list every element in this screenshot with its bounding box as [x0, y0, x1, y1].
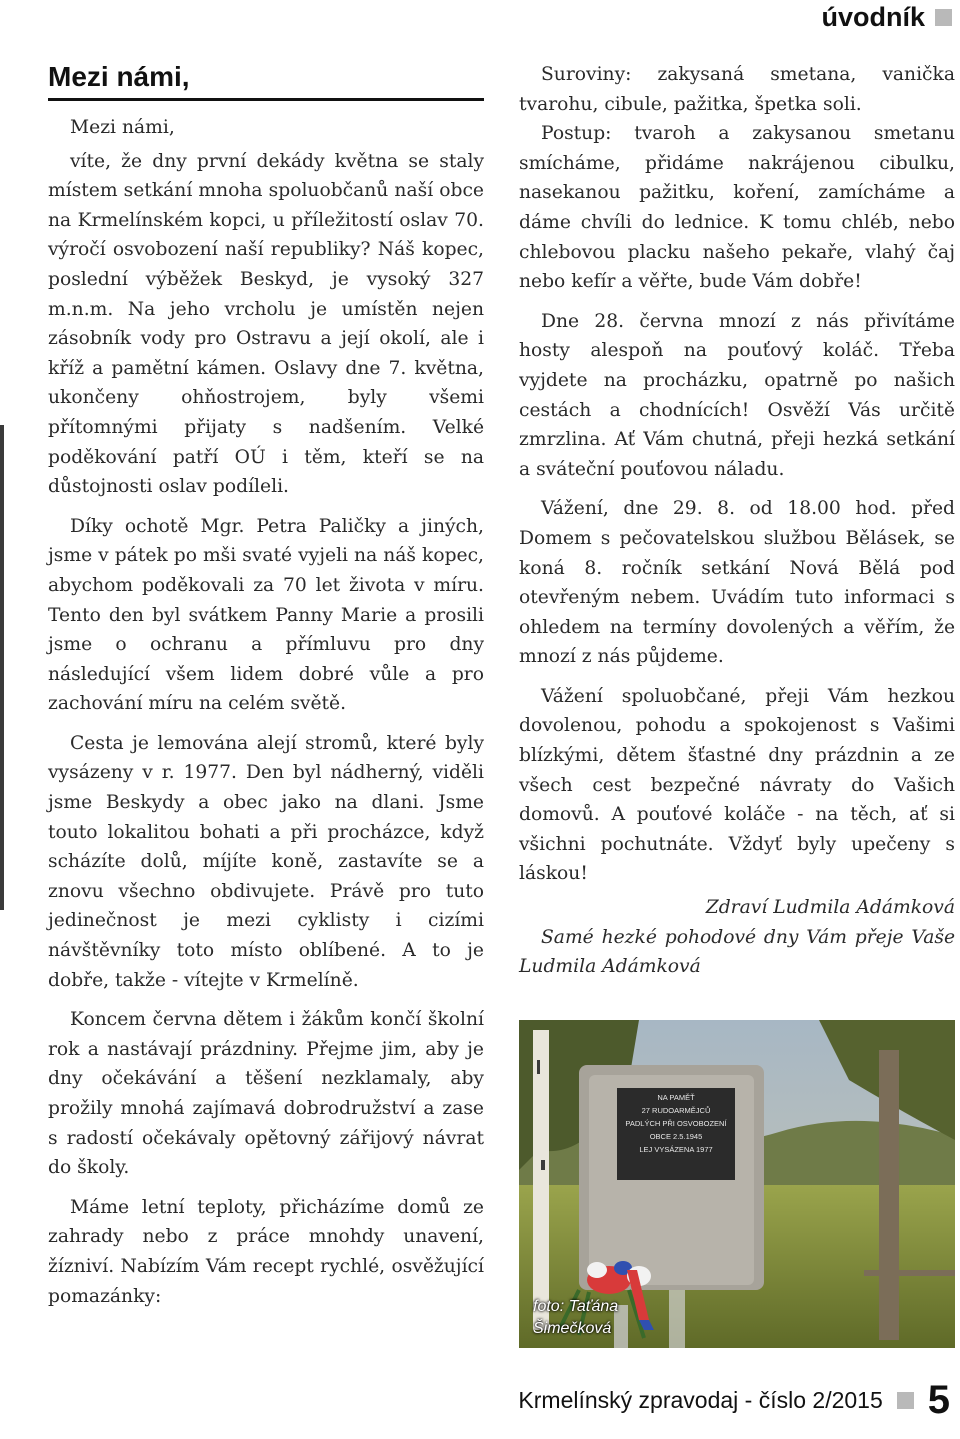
plaque-line: 27 RUDOARMĚJCŮ [641, 1106, 711, 1115]
paragraph: Vážení, dne 29. 8. od 18.00 hod. před Domem s pečovatelskou službou Bělásek, se koná 8. ročník setkání Nová Bělá pod otevřeným nebem. Uvádím tuto informaci s ohledem na termíny dovolených a věřím, že mnozí z nás půjdeme. [519, 498, 955, 668]
paragraph: Koncem června dětem i žákům končí školní rok a nastávají prázdniny. Přejme jim, aby je dny očekávání a těšení nezklamaly, aby prožily mnohá zajímavá dobrodružství a zase s radostí očekávaly opětovný zářijový návrat do školy. [48, 1009, 484, 1179]
paragraph: Cesta je lemována alejí stromů, které byly vysázeny v r. 1977. Den byl nádherný, viděli jsme Beskydy a obec jako na dlani. Jsme touto lokalitou bohati a při procházce, když scházíte dolů, míjíte koně, zastavíte se a znovu všechno obdivujete. Právě pro tuto jedinečnost je mezi cyklisty i cizími návštěvníky toto místo oblíbené. A to je dobře, takže - vítejte v Krmelíně. [48, 732, 484, 991]
plaque-line: NA PAMĚŤ [657, 1093, 695, 1102]
page-footer [470, 1378, 950, 1423]
closing-wish: Samé hezké pohodové dny Vám přeje Vaše Ludmila Adámková [519, 926, 955, 978]
photo-credit: foto: Taťána Šimečková [533, 1298, 619, 1337]
left-column [48, 60, 484, 1321]
paragraph: víte, že dny první dekády května se staly místem setkání mnoha spoluobčanů naší obce na Krmelínském kopci, u příležitostí oslav 70. výročí osvobození naší republiky? Náš kopec, poslední výběžek Beskyd, je vysoký 327 m.n.m. Na jeho vrcholu je umístěn nejen zásobník vody pro Ostravu a její okolí, ale i kříž a pamětní kámen. Oslavy dne 7. května, ukončeny ohňostrojem, byly všemi přítomnými přijaty s nadšením. Velké poděkování patří OÚ i těm, kteří se na důstojnosti oslav podíleli. [48, 150, 484, 498]
plaque-line: PADLÝCH PŘI OSVOBOZENÍ [625, 1119, 727, 1128]
paragraph: Máme letní teploty, přicházíme domů ze zahrady nebo z práce mnohdy unavení, žízniví. Nabízím Vám recept rychlé, osvěžující pomazánky: [48, 1196, 484, 1307]
side-strip [0, 425, 4, 910]
paragraph: Vážení spoluobčané, přeji Vám hezkou dovolenou, pohodu a spokojenost s Vašimi blízkými, dětem šťastné dny prázdnin a ze všech cest bezpečné návraty do Vašich domovů. A pouťové koláče - na těch, ať si všichni pochutnáte. Vždyť byly upečeny s láskou! [519, 685, 955, 885]
paragraph: Suroviny: zakysaná smetana, vanička tvarohu, cibule, pažitka, špetka soli. [519, 64, 955, 115]
footer-square-icon [897, 1392, 914, 1409]
section-square-icon [935, 9, 952, 26]
section-label: úvodník [821, 2, 925, 32]
paragraph: Postup: tvaroh a zakysanou smetanu smícháme, přidáme nakrájenou cibulku, nasekanou pažitku, koření, zamícháme a dáme chvíli do lednice. K tomu chléb, nebo chlebovou placku našeho pekaře, vlahý čaj nebo kefír a věřte, bude Vám dobře! [519, 123, 955, 293]
page-number: 5 [927, 1378, 950, 1422]
signature: Zdraví Ludmila Adámková [705, 897, 955, 919]
plaque-line: OBCE 2.5.1945 [649, 1132, 703, 1141]
paragraph: Díky ochotě Mgr. Petra Paličky a jiných, jsme v pátek po mši svaté vyjeli na náš kopec, abychom poděkovali za 70 let života v míru. Tento den byl svátkem Panny Marie a prosili jsme o ochranu a přímluvu pro dny následující všem lidem dobré vůle a pro zachování míru na celém světě. [48, 515, 484, 715]
plaque-line: LEJ VYSÁZENA 1977 [639, 1145, 713, 1154]
memorial-photo [519, 1020, 955, 1348]
publication-name: Krmelínský zpravodaj - číslo 2/2015 [518, 1387, 883, 1413]
right-column [519, 60, 955, 982]
section-tag [821, 2, 952, 33]
article-title: Mezi námi, [48, 60, 484, 101]
paragraph: Mezi námi, [70, 117, 175, 138]
paragraph: Dne 28. června mnozí z nás přivítáme hosty alespoň na pouťový koláč. Třeba vyjdete na procházku, opatrně po našich cestách a chodnících! Osvěží Vás určitě zmrzlina. Ať Vám chutná, přeji hezká setkání a sváteční pouťovou náladu. [519, 310, 955, 480]
